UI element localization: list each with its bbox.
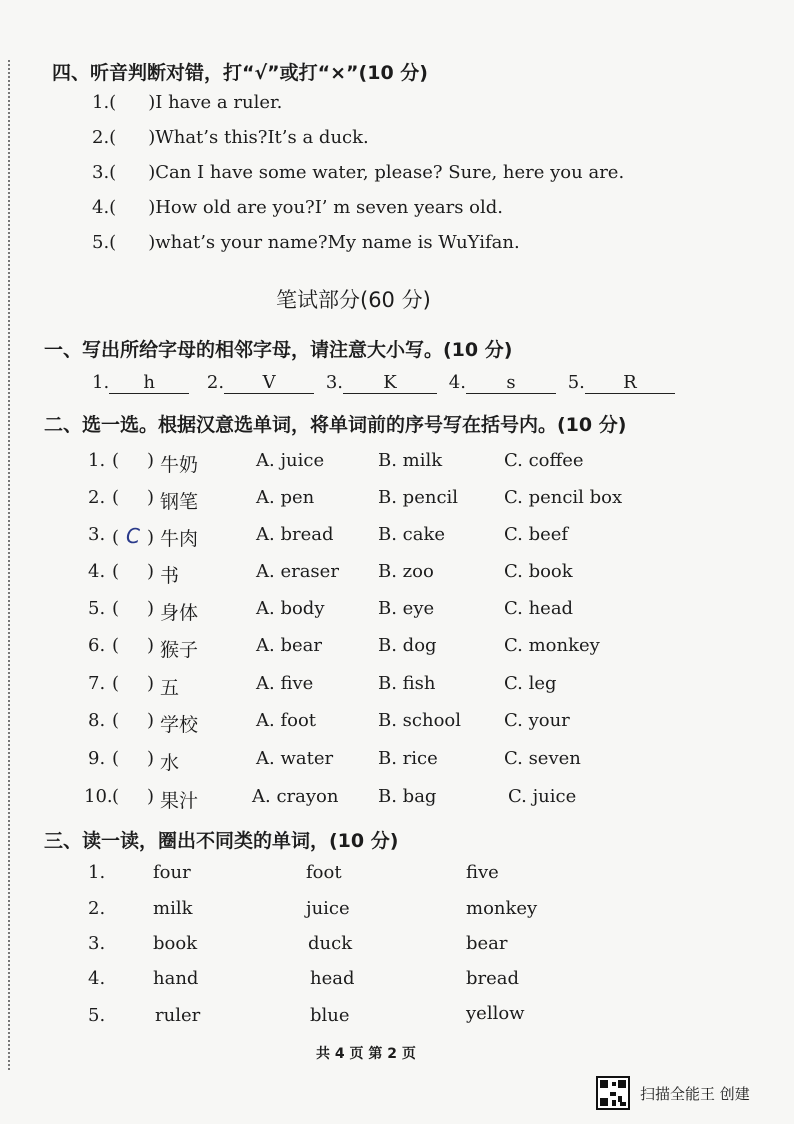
word-option[interactable]: bread	[466, 968, 520, 989]
item-text: I have a ruler.	[155, 92, 283, 113]
row-number: 10.	[84, 786, 113, 807]
section4-title: 四、听音判断对错，打“√”或打“×”(10 分)	[52, 62, 428, 84]
row-number: 3.	[88, 524, 106, 545]
word-option[interactable]: juice	[306, 898, 350, 919]
word-option[interactable]: milk	[153, 898, 193, 919]
chinese-meaning: 牛肉	[160, 528, 199, 550]
answer-paren[interactable]: ( )	[112, 635, 155, 656]
item-number: 5.	[567, 372, 585, 393]
option-b: B. milk	[378, 450, 443, 471]
letters-row	[92, 372, 675, 394]
option-b: B. eye	[378, 598, 435, 619]
cut-line	[8, 60, 10, 1070]
answer-paren[interactable]: ( )	[112, 561, 155, 582]
option-b: B. pencil	[378, 487, 459, 508]
list-item: 4.( )How old are you?I’ m seven years old.	[92, 197, 504, 218]
list-item: 2.( )What’s this?It’s a duck.	[92, 127, 369, 148]
letter-blank[interactable]: R	[585, 373, 675, 394]
row-number: 4.	[88, 968, 106, 989]
option-b: B. zoo	[378, 561, 434, 582]
letter-blank[interactable]: s	[466, 373, 556, 394]
answer-paren[interactable]: ( C )	[112, 524, 155, 548]
row-number: 9.	[88, 748, 106, 769]
answer-paren[interactable]: ( )	[112, 710, 155, 731]
row-number: 1.	[88, 862, 106, 883]
word-option[interactable]: ruler	[155, 1005, 201, 1026]
option-b: B. school	[378, 710, 462, 731]
letter-blank[interactable]: h	[109, 373, 189, 394]
scanner-watermark: 扫描全能王 创建	[640, 1085, 750, 1103]
word-option[interactable]: blue	[310, 1005, 350, 1026]
row-number: 2.	[88, 898, 106, 919]
row-number: 8.	[88, 710, 106, 731]
row-number: 1.	[88, 450, 106, 471]
option-c: C. pencil box	[504, 487, 623, 508]
item-number: 4.	[448, 372, 466, 393]
word-option[interactable]: five	[466, 862, 499, 883]
answer-paren[interactable]: ( )	[112, 748, 155, 769]
word-option[interactable]: hand	[153, 968, 199, 989]
option-c: C. beef	[504, 524, 569, 545]
option-b: B. dog	[378, 635, 437, 656]
word-option[interactable]: yellow	[466, 1003, 525, 1024]
option-a: A. foot	[256, 710, 317, 731]
chinese-meaning: 书	[160, 565, 180, 587]
option-c: C. juice	[508, 786, 577, 807]
option-a: A. body	[256, 598, 325, 619]
option-a: A. pen	[256, 487, 315, 508]
option-c: C. seven	[504, 748, 581, 769]
option-a: A. eraser	[256, 561, 339, 582]
option-a: A. bread	[256, 524, 334, 545]
word-option[interactable]: foot	[306, 862, 342, 883]
item-number: 2.(	[92, 127, 117, 148]
item-number: 4.(	[92, 197, 117, 218]
chinese-meaning: 学校	[160, 714, 199, 736]
chinese-meaning: 钢笔	[160, 491, 199, 513]
option-c: C. leg	[504, 673, 557, 694]
word-option[interactable]: bear	[466, 933, 508, 954]
letter-blank[interactable]: K	[343, 373, 437, 394]
word-option[interactable]: monkey	[466, 898, 538, 919]
row-number: 5.	[88, 1005, 106, 1026]
answer-paren[interactable]: ( )	[112, 487, 155, 508]
letter-blank[interactable]: V	[224, 373, 314, 394]
page-footer: 共 4 页 第 2 页	[316, 1046, 416, 1062]
item-text: what’s your name?My name is WuYifan.	[155, 232, 520, 253]
option-c: C. coffee	[504, 450, 584, 471]
row-number: 2.	[88, 487, 106, 508]
item-number: 1.(	[92, 92, 117, 113]
option-c: C. monkey	[504, 635, 600, 656]
item-number: 3.	[325, 372, 344, 393]
row-number: 7.	[88, 673, 106, 694]
section3-title: 三、读一读，圈出不同类的单词，(10 分)	[44, 830, 399, 852]
option-a: A. crayon	[252, 786, 339, 807]
chinese-meaning: 果汁	[160, 790, 199, 812]
option-c: C. your	[504, 710, 570, 731]
qr-code-icon	[596, 1076, 630, 1110]
item-text: Can I have some water, please? Sure, here you are.	[155, 162, 625, 183]
option-a: A. water	[256, 748, 334, 769]
option-b: B. fish	[378, 673, 436, 694]
chinese-meaning: 水	[160, 752, 180, 774]
item-text: How old are you?I’ m seven years old.	[155, 197, 504, 218]
list-item: 1.( )I have a ruler.	[92, 92, 283, 113]
chinese-meaning: 猴子	[160, 639, 199, 661]
item-number: 3.(	[92, 162, 117, 183]
chinese-meaning: 身体	[160, 602, 199, 624]
word-option[interactable]: four	[153, 862, 191, 883]
item-number: 5.(	[92, 232, 117, 253]
option-c: C. book	[504, 561, 573, 582]
section2-title: 二、选一选。根据汉意选单词，将单词前的序号写在括号内。(10 分)	[44, 414, 627, 436]
option-a: A. five	[256, 673, 314, 694]
option-a: A. juice	[256, 450, 325, 471]
written-part-title: 笔试部分(60 分)	[276, 288, 431, 312]
word-option[interactable]: book	[153, 933, 198, 954]
option-a: A. bear	[256, 635, 322, 656]
answer-paren[interactable]: ( )	[112, 786, 155, 807]
chinese-meaning: 五	[160, 677, 180, 699]
chinese-meaning: 牛奶	[160, 454, 199, 476]
option-b: B. bag	[378, 786, 437, 807]
list-item: 5.( )what’s your name?My name is WuYifan.	[92, 232, 520, 253]
item-number: 1.	[92, 372, 110, 393]
option-c: C. head	[504, 598, 574, 619]
word-option[interactable]: duck	[308, 933, 353, 954]
option-b: B. cake	[378, 524, 446, 545]
answer-paren[interactable]: ( )	[112, 450, 155, 471]
list-item: 3.( )Can I have some water, please? Sure, here you are.	[92, 162, 625, 183]
section1-title: 一、写出所给字母的相邻字母，请注意大小写。(10 分)	[44, 339, 513, 361]
row-number: 4.	[88, 561, 106, 582]
answer-paren[interactable]: ( )	[112, 598, 155, 619]
item-text: What’s this?It’s a duck.	[155, 127, 369, 148]
row-number: 5.	[88, 598, 106, 619]
row-number: 6.	[88, 635, 106, 656]
answer-paren[interactable]: ( )	[112, 673, 155, 694]
word-option[interactable]: head	[310, 968, 355, 989]
option-b: B. rice	[378, 748, 438, 769]
row-number: 3.	[88, 933, 106, 954]
item-number: 2.	[206, 372, 225, 393]
